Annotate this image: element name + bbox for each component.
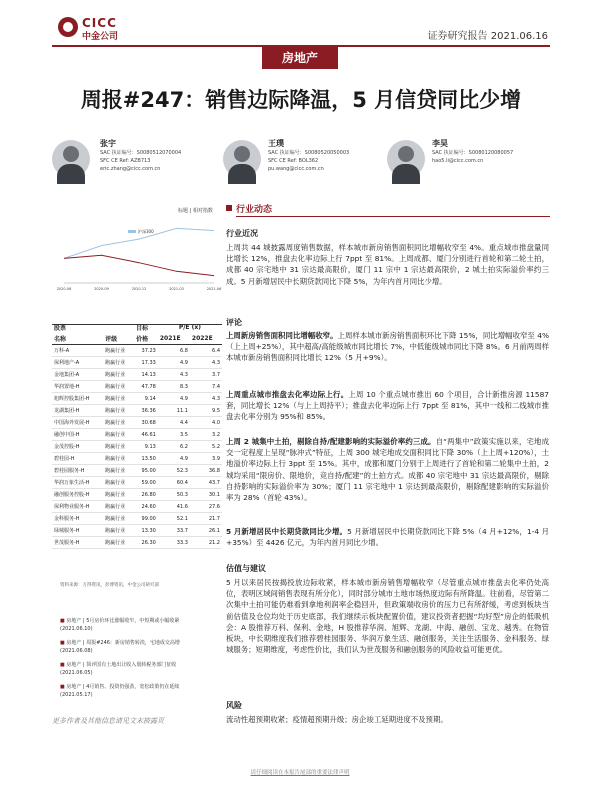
table-cell: 跑赢行业	[103, 465, 134, 477]
table-row	[52, 393, 222, 405]
table-cell: 旭辉控股集团-H	[52, 393, 103, 405]
table-cell: 26.1	[190, 525, 222, 537]
table-row	[52, 441, 222, 453]
table-cell: 4.3	[190, 393, 222, 405]
table-cell: 33.3	[158, 537, 190, 549]
section-rule	[236, 216, 550, 217]
legend-label: 沪深300	[138, 229, 154, 234]
x-tick-label: 2020-09	[94, 287, 109, 291]
table-cell: 8.3	[158, 381, 190, 393]
table-cell: 24.60	[134, 501, 158, 513]
table-cell: 4.9	[158, 393, 190, 405]
analyst-email[interactable]: eric.zhang@cicc.com.cn	[100, 166, 161, 172]
table-cell: 跑赢行业	[103, 417, 134, 429]
table-row	[52, 477, 222, 489]
tick-group	[57, 287, 222, 291]
col-header: 目标	[136, 325, 149, 332]
table-row	[52, 489, 222, 501]
table-cell: 碧桂园-H	[52, 453, 103, 465]
table-row	[52, 357, 222, 369]
table-cell: 9.13	[134, 441, 158, 453]
table-cell: 跑赢行业	[103, 441, 134, 453]
table-cell: 6.8	[158, 345, 190, 357]
table-cell: 金茂控股-H	[52, 441, 103, 453]
table-row	[52, 417, 222, 429]
table-cell: 华润置地-H	[52, 381, 103, 393]
table-cell: 碧桂园服务-H	[52, 465, 103, 477]
table-cell: 3.5	[158, 429, 190, 441]
table-cell: 36.8	[190, 465, 222, 477]
table-row	[52, 501, 222, 513]
series-line-1	[64, 255, 214, 275]
related-date: (2021.06.08)	[60, 648, 93, 654]
table-cell: 6.2	[158, 441, 190, 453]
table-cell: 跑赢行业	[103, 393, 134, 405]
table-cell: 26.80	[134, 489, 158, 501]
table-cell: 30.1	[190, 489, 222, 501]
para-body: 上周样本城市新房销售面积环比下降 15%，同比增幅收窄至 4%（上上周+25%），其中超高/高能级城市同比增长 7%，中低能级城市同比下降 8%。6 月前两周样本城市新房销售面积同比增长 12%（5 月+9%）。	[226, 331, 549, 363]
table-cell: 跑赢行业	[103, 513, 134, 525]
col-subheader: 评级	[105, 336, 118, 343]
related-text: 房地产 | 简评国有土地出让收入划转税务部门征收	[66, 662, 177, 668]
table-cell: 跑赢行业	[103, 537, 134, 549]
analyst-sac: SAC 执证编号：S0080512070004	[100, 150, 182, 156]
para-body: 自“两集中”政策实施以来，宅地成交一定程度上呈现“脉冲式”特征，上周 300 城宅地成交面积同比下降 30%（上上周+120%），土地溢价率边际上行 3ppt 至 15%。其中，成都和厦门分别于上周进行了首轮和第二轮集中土拍，2 城均采用“限房价、限地价，竞自持/配建”的土拍方式。成都 40 宗宅地中 31 宗达最高限价，剔除自持影响的实际溢价率为 30%；厦门 11 宗宅地中 1 宗达到最高限价，剔除配建影响的实际溢价率为 28%（首轮 43%）。	[226, 437, 549, 503]
table-cell: 43.7	[190, 477, 222, 489]
table-cell: 跑赢行业	[103, 453, 134, 465]
col-subheader: 名称	[54, 336, 67, 343]
paragraph: 上周共 44 城披露周度销售数据，样本城市新房销售面积同比增幅收窄至 4%。重点城市推盘量同比增长 12%，推盘去化率边际上行 7ppt 至 81%。上周成都、厦门分别进行首轮和第二轮土拍，成都 40 宗宅地中 31 宗达最高限价，厦门 11 宗中 1 宗达最高限价，2 城土拍实际溢价率约三成。5 月新增居民中长期贷款同比下降 5%，为年内首月同比少增。	[226, 243, 549, 286]
table-cell: 绿城服务-H	[52, 525, 103, 537]
table-cell: 4.4	[158, 417, 190, 429]
table-cell: 世茂服务-H	[52, 537, 103, 549]
table-cell: 保利物业服务-H	[52, 501, 103, 513]
para-lead: 上周 2 城集中土拍，剔除自持/配建影响的实际溢价率约三成。	[226, 437, 436, 446]
table-cell: 41.6	[158, 501, 190, 513]
analyst-avatar	[387, 140, 425, 178]
para-body: 5 月新增居民中长期贷款同比下降 5%（4 月+12%，1-4 月+35%）至 4426 亿元，为年内首月同比少增。	[226, 527, 549, 548]
table-cell: 17.33	[134, 357, 158, 369]
para-body: 上周 10 个重点城市推出 60 个项目，合计新推房源 11587 套，同比增长 12%（与上上周持平）；推盘去化率边际上行 7ppt 至 81%，其中一线和二线城市推盘去化率分别为 95%和 85%。	[226, 390, 549, 422]
table-cell: 跑赢行业	[103, 489, 134, 501]
table-cell: 59.00	[134, 477, 158, 489]
logo-text-cn: 中金公司	[82, 32, 119, 42]
table-cell: 跑赢行业	[103, 501, 134, 513]
relative-index-chart	[56, 215, 222, 295]
table-row	[52, 369, 222, 381]
table-cell: 99.00	[134, 513, 158, 525]
related-date: (2021.05.17)	[60, 692, 93, 698]
table-cell: 7.4	[190, 381, 222, 393]
subsection-title: 风险	[226, 701, 242, 710]
paragraph: 5 月以来居民按揭投放边际收紧，样本城市新房销售增幅收窄（尽管重点城市推盘去化率仍处高位，表明区域间销售表现有所分化），同时部分城市土地市场热度边际有所降温。往前看，尽管第二次集中土拍可能仍难看到拿地利润率企稳回升，但政策端收房价的压力已有所舒缓，考虑到板块当前估值及仓位均处于历史底部，我们继续示板块配置价值，建议投资者把握“均好型”房企的低吸机会：A 股推荐万科、保利、金地，H 股推荐华润、旭辉、龙湖、中海、融创、宝龙、越秀。在物管板块，中长期维度我们推荐碧桂园服务、华润万象生活、融创服务，关注生活服务、金科服务、绿城服务；短期维度，考虑性价比，我们认为世茂服务和融创服务的风险收益可能更优。	[226, 578, 549, 655]
table-cell: 金地集团-A	[52, 369, 103, 381]
table-cell: 50.3	[158, 489, 190, 501]
table-row	[52, 453, 222, 465]
logo-text-en: CICC	[82, 16, 117, 30]
report-title: 周报#247：销售边际降温，5 月信贷同比少增	[80, 88, 522, 112]
table-cell: 13.30	[134, 525, 158, 537]
table-cell: 跑赢行业	[103, 429, 134, 441]
valuation-table	[52, 322, 222, 549]
table-cell: 万科-A	[52, 345, 103, 357]
table-cell: 3.7	[190, 369, 222, 381]
series-group	[64, 228, 214, 275]
table-cell: 9.5	[190, 405, 222, 417]
table-cell: 5.2	[190, 441, 222, 453]
x-tick-label: 2020-06	[56, 287, 72, 291]
related-text: 房地产 | 4月销售、投资仍强劲，宽松政策仍在延续	[66, 684, 180, 690]
table-cell: 跑赢行业	[103, 345, 134, 357]
table-cell: 6.4	[190, 345, 222, 357]
related-report[interactable]: ■ 房地产 | 5月房价环比涨幅收窄，中短期或小幅收紧 (2021.06.10)	[60, 618, 180, 632]
analyst-avatar	[223, 140, 261, 178]
paragraph	[226, 436, 549, 503]
related-report[interactable]: ■ 房地产 | 简评国有土地出让收入划转税务部门征收 (2021.06.05)	[60, 662, 177, 676]
chart-tags: 标题 | 相对指数	[178, 208, 213, 214]
analyst-card	[100, 138, 181, 173]
x-tick-label: 2021-06	[206, 287, 222, 291]
paragraph	[226, 330, 549, 364]
table-row	[52, 537, 222, 549]
table-cell: 26.30	[134, 537, 158, 549]
table-row	[52, 405, 222, 417]
table-cell: 30.68	[134, 417, 158, 429]
related-date: (2021.06.10)	[60, 626, 93, 632]
table-cell: 36.36	[134, 405, 158, 417]
related-report[interactable]: ■ 房地产 | 周报#246：新房销售转淡，宅地成交高增 (2021.06.08)	[60, 640, 180, 654]
table-cell: 27.6	[190, 501, 222, 513]
analyst-sfc: SFC CE Ref: BOL362	[268, 158, 319, 164]
table-cell: 9.14	[134, 393, 158, 405]
table-row	[52, 381, 222, 393]
more-info-note: 更多作者及其他信息请见文末披露页	[52, 717, 164, 725]
table-cell: 保利地产-A	[52, 357, 103, 369]
section-header	[226, 202, 550, 216]
table-cell: 中国海外发展-H	[52, 417, 103, 429]
table-cell: 4.3	[158, 369, 190, 381]
table-cell: 37.23	[134, 345, 158, 357]
table-cell: 龙湖集团-H	[52, 405, 103, 417]
analyst-avatar	[52, 140, 90, 178]
table-cell: 跑赢行业	[103, 369, 134, 381]
subsection-title: 评论	[226, 318, 242, 327]
table-cell: 跑赢行业	[103, 477, 134, 489]
analyst-name: 张宇	[100, 139, 116, 148]
para-lead: 上周重点城市推盘去化率边际上行。	[226, 390, 349, 399]
table-source: 资料来源：万得资讯，彭博资讯，中金公司研究部	[60, 583, 159, 588]
table-row	[52, 465, 222, 477]
analyst-sac: SAC 执证编号：S0080520050003	[268, 150, 350, 156]
report-meta: 证券研究报告 2021.06.16	[427, 31, 548, 42]
paragraph	[226, 526, 549, 548]
analyst-name: 王璞	[268, 139, 284, 148]
table-cell: 4.3	[190, 357, 222, 369]
col-header: 股票	[54, 325, 67, 332]
sector-tab: 房地产	[262, 47, 338, 69]
col-subheader: 2021E	[159, 335, 181, 342]
col-subheader: 2022E	[191, 335, 213, 342]
table-cell: 4.9	[158, 453, 190, 465]
analyst-sac: SAC 执证编号：S0080120080057	[432, 150, 514, 156]
subsection-title: 行业近况	[226, 229, 258, 238]
table-cell: 跑赢行业	[103, 525, 134, 537]
table-cell: 21.7	[190, 513, 222, 525]
table-row	[52, 429, 222, 441]
related-text: 房地产 | 周报#246：新房销售转淡，宅地成交高增	[66, 640, 180, 646]
para-lead: 上周新房销售面积同比增幅收窄。	[226, 331, 338, 340]
table-cell: 3.9	[190, 453, 222, 465]
analyst-email[interactable]: pu.wang@cicc.com.cn	[268, 166, 324, 172]
table-cell: 47.78	[134, 381, 158, 393]
x-tick-label: 2021-03	[169, 287, 184, 291]
paragraph	[226, 389, 549, 423]
legal-notice-footer[interactable]: 请仔细阅读在本报告尾部的重要法律声明	[250, 770, 350, 776]
table-cell: 52.3	[158, 465, 190, 477]
col-header: P/E (x)	[178, 324, 201, 331]
table-cell: 融创中国-H	[52, 429, 103, 441]
table-row	[52, 525, 222, 537]
related-date: (2021.06.05)	[60, 670, 93, 676]
related-text: 房地产 | 5月房价环比涨幅收窄，中短期或小幅收紧	[66, 618, 180, 624]
section-title: 行业动态	[236, 205, 273, 215]
section-marker-icon	[226, 205, 232, 211]
table-cell: 华润万象生活-H	[52, 477, 103, 489]
col-subheader: 价格	[136, 336, 149, 343]
table-cell: 4.9	[158, 357, 190, 369]
analyst-email[interactable]: hao5.li@cicc.com.cn	[432, 158, 484, 164]
table-cell: 跑赢行业	[103, 381, 134, 393]
x-tick-label: 2020-12	[131, 287, 147, 291]
subsection-title: 估值与建议	[226, 564, 266, 573]
table-cell: 13.50	[134, 453, 158, 465]
analyst-card	[268, 138, 349, 173]
related-report[interactable]: ■ 房地产 | 4月销售、投资仍强劲，宽松政策仍在延续 (2021.05.17)	[60, 684, 180, 698]
table-cell: 60.4	[158, 477, 190, 489]
legend-swatch	[128, 230, 136, 233]
table-cell: 融创服务控股-H	[52, 489, 103, 501]
table-cell: 跑赢行业	[103, 357, 134, 369]
table-cell: 金科服务-H	[52, 513, 103, 525]
table-cell: 95.00	[134, 465, 158, 477]
table-cell: 11.1	[158, 405, 190, 417]
analyst-sfc: SFC CE Ref: AZB713	[100, 158, 151, 164]
table-cell: 33.7	[158, 525, 190, 537]
cicc-logo-icon	[58, 17, 78, 37]
table-cell: 14.13	[134, 369, 158, 381]
table-cell: 52.1	[158, 513, 190, 525]
table-cell: 4.0	[190, 417, 222, 429]
analyst-name: 李昊	[432, 139, 448, 148]
table-cell: 21.2	[190, 537, 222, 549]
analyst-card	[432, 138, 513, 165]
table-cell: 3.2	[190, 429, 222, 441]
paragraph: 流动性超预期收紧；疫情超预期升级；房企竣工延期进度不及预期。	[226, 715, 448, 724]
para-lead: 5 月新增居民中长期贷款同比少增。	[226, 527, 348, 536]
table-cell: 46.61	[134, 429, 158, 441]
table-cell: 跑赢行业	[103, 405, 134, 417]
table-row	[52, 513, 222, 525]
table-row	[52, 345, 222, 357]
